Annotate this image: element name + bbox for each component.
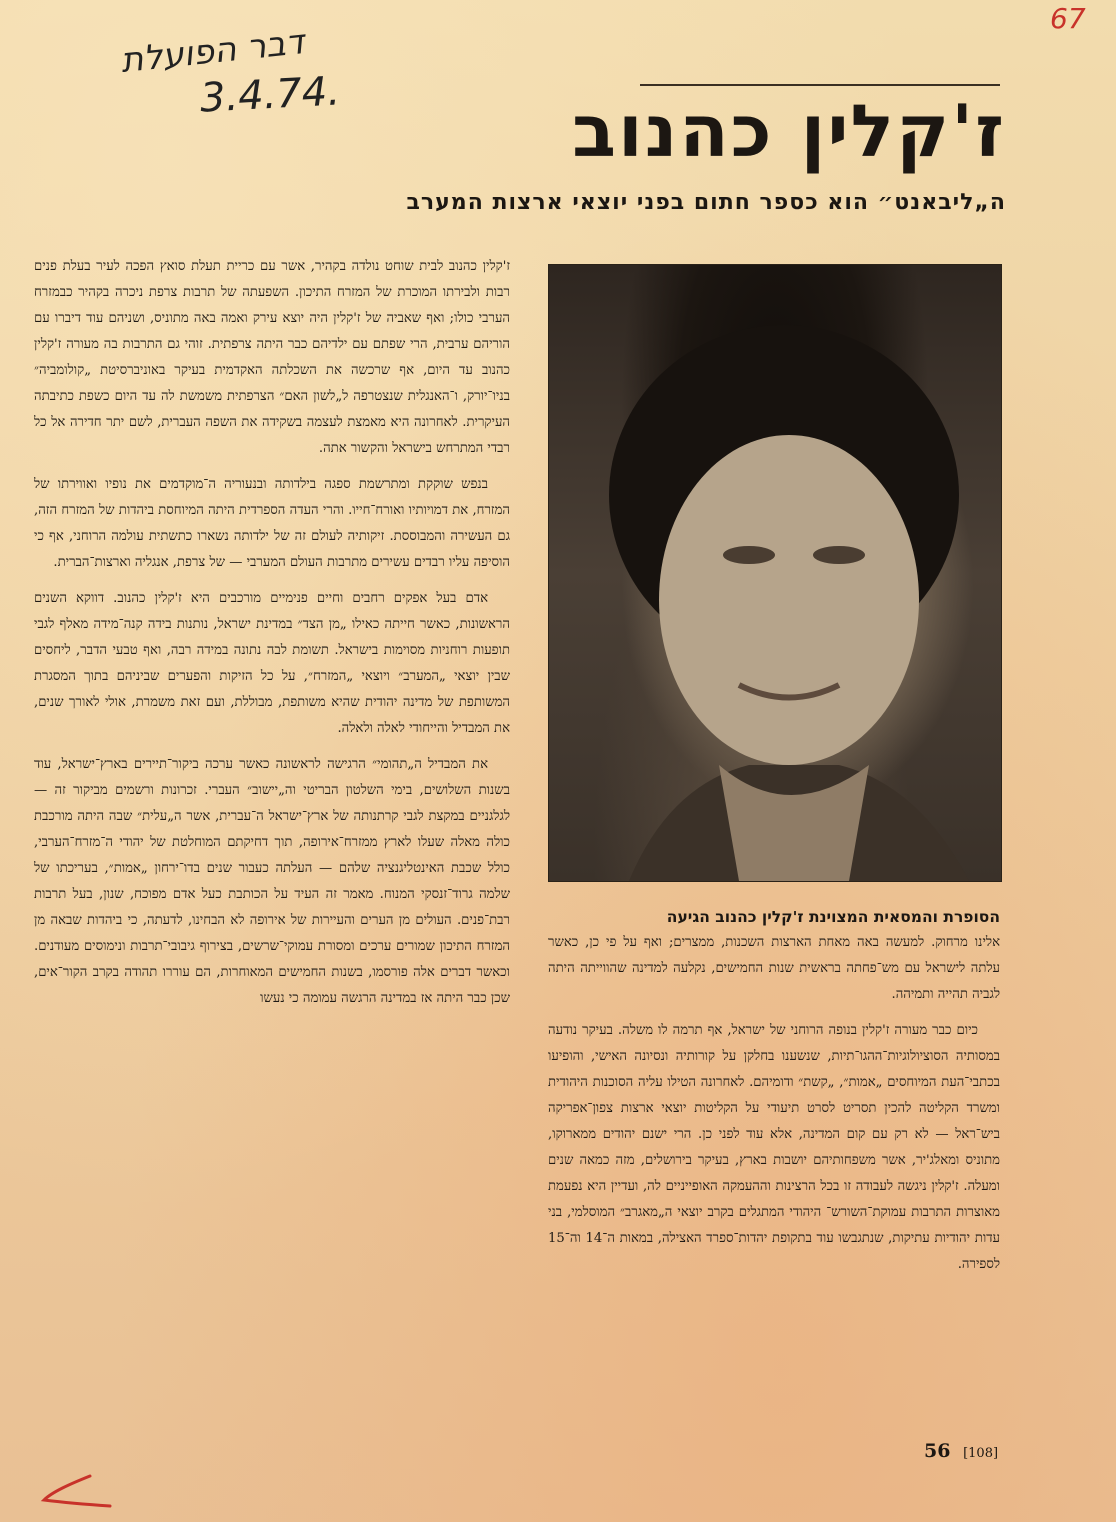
right-paragraph-1: ז'קלין כהנוב לבית שוחט נולדה בקהיר, אשר עם כריית תעלת סואץ הפכה לעיר בעלת פנים רבות ולבירתו המוכרת של המזרח התיכון. השפעתה של תרבות צרפת ניכרה בקהיר כבמזרח הערבי כולו; ואף שאביה של ז'קלין היה יוצא עירק ואמה באה מתוניס, ושניהם עוד דיברו עם הוריהם ערבית, הרי שפתם עם ילדיהם כבר היתה צרפתית. זוהי גם התרבות בה מעורה ז'קלין כהנוב עד היום, אף שרכשה את השכלתה האקדמית בעיקר באוניברסיטת „קולומביה״ בניו־יורק, ו־האנגלית שנצטרפה ל„לשון האם״ הצרפתית משמשת לה עד היום כשפת כתיבתה העיקרית. לאחרונה היא מאמצת לעצמה בשקידה את השפה העברית, לשם יתר חדירה אל כל רבדי המתרחש בישראל והקשור אתה. [34, 259, 510, 456]
page-number [924, 1440, 998, 1462]
right-paragraph-4: את המבדיל ה„תהומי״ הרגישה לראשונה כאשר ערכה ביקור־תיירים בארץ־ישראל, עוד בשנות השלושים, בימי השלטון הבריטי וה„יישוב״ העברי. זכרונות ורשמים מביקור זה — לגלגניים במקצת לגבי קרתנותה של ארץ־ישראל ה־עברית, אשר ה„עלית״ שבה היתה מורכבת כולה מאלה שעלו לארץ ממזרח־אירופה, תוך דחיקתם המוחלטת של יהודי ה־מזרח־הערבי, כולל שכבת האינטליגנציה שלהם — העלתה כעבור שנים בדו־ירחון „אמות״, בעריכתו של שלמה גרוד־זנסקי המנוח. מאמר זה העיד על הכותבת כעל אדם מפוכח, שנון, בעל תרבות רבת־פנים. העולים מן הערים והעיירות של אירופה לא הבחינו, לדעתה, כי ביהדות שבאה מן המזרח התיכון שמורים ערכים ומסורת עמוקי־שרשים, בצירוף גיבובי־תרבות ונימוסים מעודנים. וכאשר דברים אלה פורסמו, בשנות החמישים המאוחרות, הם עוררו תהודה בקרב הקור־אים, שכן כבר היתה אז במדינה הרגשה עמומה כי נעשו [34, 757, 510, 1006]
right-paragraph-2: בנפש שוקקת ומתרשמת ספגה בילדותה ובנעוריה ה־מוקדמים את נופיו ואווירתו של המזרח, את דמויותיו ואורח־חייו. והרי העדה הספרדית היתה המיוחסת ביהדות של המזרח הזה, גם העשירה והמבוססת. זיקותיה לעולם זה של ילדותה נשארו כתשתית עולמה הרוחני, אף כי הוסיפה עליו רבדים עשירים מתרבות העולם המערבי — של צרפת, אנגליה וארצות־הברית. [34, 477, 510, 570]
page-number-bracket: [108] [963, 1446, 999, 1461]
headline: ז'קלין כהנוב [572, 89, 1006, 173]
handwritten-date: 3.4.74. [198, 68, 342, 122]
left-paragraph-1: אלינו מרחוק. למעשה באה מאחת הארצות השכנות, ממצרים; ואף על פי כן, כאשר עלתה לישראל עם מש־פחתה בראשית שנות החמישים, נקלעה למדינה שהווייתה היתה לגביה תהייה ותמיהה. [548, 935, 1000, 1002]
handwritten-source: דבר הפועלת [118, 22, 306, 82]
portrait-photo [548, 264, 1002, 882]
handwritten-corner-number: 67 [1050, 2, 1086, 35]
red-check-mark [30, 1470, 120, 1515]
photo-caption: הסופרת והמסאית המצוינת ז'קלין כהנוב הגיעה [666, 908, 1000, 926]
right-column-text [34, 254, 510, 1424]
left-column-text [548, 930, 1000, 1420]
page-number-main: 56 [924, 1440, 951, 1462]
left-paragraph-2: כיום כבר מעורה ז'קלין בנופה הרוחני של ישראל, אף תרמה לו משלה. בעיקר נודעה במסותיה הסוציולוגיות־ההגו־תיות, שנשענו בחלקן על קורותיה ונסיונה האישי, והופיעו בכתבי־העת המיוחסים „אמות״, „קשת״ ודומיהם. לאחרונה הטילו עליה הסוכנות היהודית ומשרד הקליטה להכין תסריט לסרט תיעודי על הקליטות יוצאי ארצות צפון־אפריקה ביש־ראל — לא רק עם קום המדינה, אלא עוד לפני כן. הרי ישנם יהודים ממארוקו, מתוניס ומאלג'יר, אשר משפחותיהם יושבות בארץ, בעיקר בירושלים, מזה כמאה שנים ומעלה. ז'קלין ניגשה לעבודה זו בכל הרצינות וההעמקה האופייניים לה, ועדיין היא נפעמת מאוצרות התרבות עמוקת־השורש־ היהודי המתגלים בקרב יוצאי ה„מאגרב״ המוסלמי, בני עדות יהודיות עתיקות, שנתגבשו עוד בתקופת יהדות־ספרד האצילה, במאות ה־14 וה־15 לספירה. [548, 1023, 1000, 1272]
subheadline: ה„ליבאנט״ הוא כספר חתום בפני יוצאי ארצות המערב [406, 190, 1006, 215]
right-paragraph-3: אדם בעל אפקים רחבים וחיים פנימיים מורכבים היא ז'קלין כהנוב. דווקא השנים הראשונות, כאשר חייתה כאילו „מן הצד״ במדינת ישראל, נותנות בידה קנה־מידה מאלף לגבי תופעות רוחניות מסוימות בישראל. תשומת לבה נתונה במידה רבה, ואף טבעי הדבר, ליחסים שבין יוצאי „המערב״ ויוצאי „המזרח״, על כל הזיקות והפערים שביניהם בתוך המסגרת המשותפת של מדינה יהודית שהיא משותפת, מבוללת, ועם זאת משמרת, אולי לאורך שנים, את המבדיל והייחודי לאלה ולאלה. [34, 591, 510, 736]
